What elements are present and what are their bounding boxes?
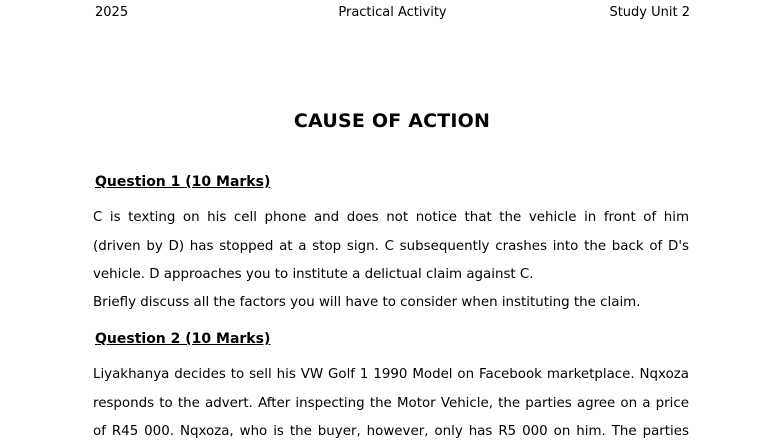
question-2-line: of R45 000. Nqxoza, who is the buyer, however, only has R5 000 on him. The parties <box>93 424 689 439</box>
question-1-body <box>93 204 689 290</box>
question-1-instruction: Briefly discuss all the factors you will have to consider when instituting the claim. <box>93 295 641 310</box>
question-1-line: vehicle. D approaches you to institute a delictual claim against C. <box>93 267 534 282</box>
question-2-heading: Question 2 (10 Marks) <box>95 331 271 347</box>
question-1-line: C is texting on his cell phone and does not notice that the vehicle in front of him <box>93 210 689 225</box>
page-title: CAUSE OF ACTION <box>293 110 491 132</box>
header-study-unit: Study Unit 2 <box>609 5 690 20</box>
question-1-line: (driven by D) has stopped at a stop sign. C subsequently crashes into the back of D's <box>93 238 689 254</box>
question-2-line: Liyakhanya decides to sell his VW Golf 1 1990 Model on Facebook marketplace. Nqxoza <box>93 367 689 382</box>
header-activity: Practical Activity <box>338 5 447 20</box>
question-1-heading: Question 1 (10 Marks) <box>95 174 271 190</box>
page-header <box>95 5 690 23</box>
question-2-body <box>93 361 689 441</box>
question-2-line: responds to the advert. After inspecting the Motor Vehicle, the parties agree on a price <box>93 395 689 411</box>
header-year: 2025 <box>95 5 129 20</box>
